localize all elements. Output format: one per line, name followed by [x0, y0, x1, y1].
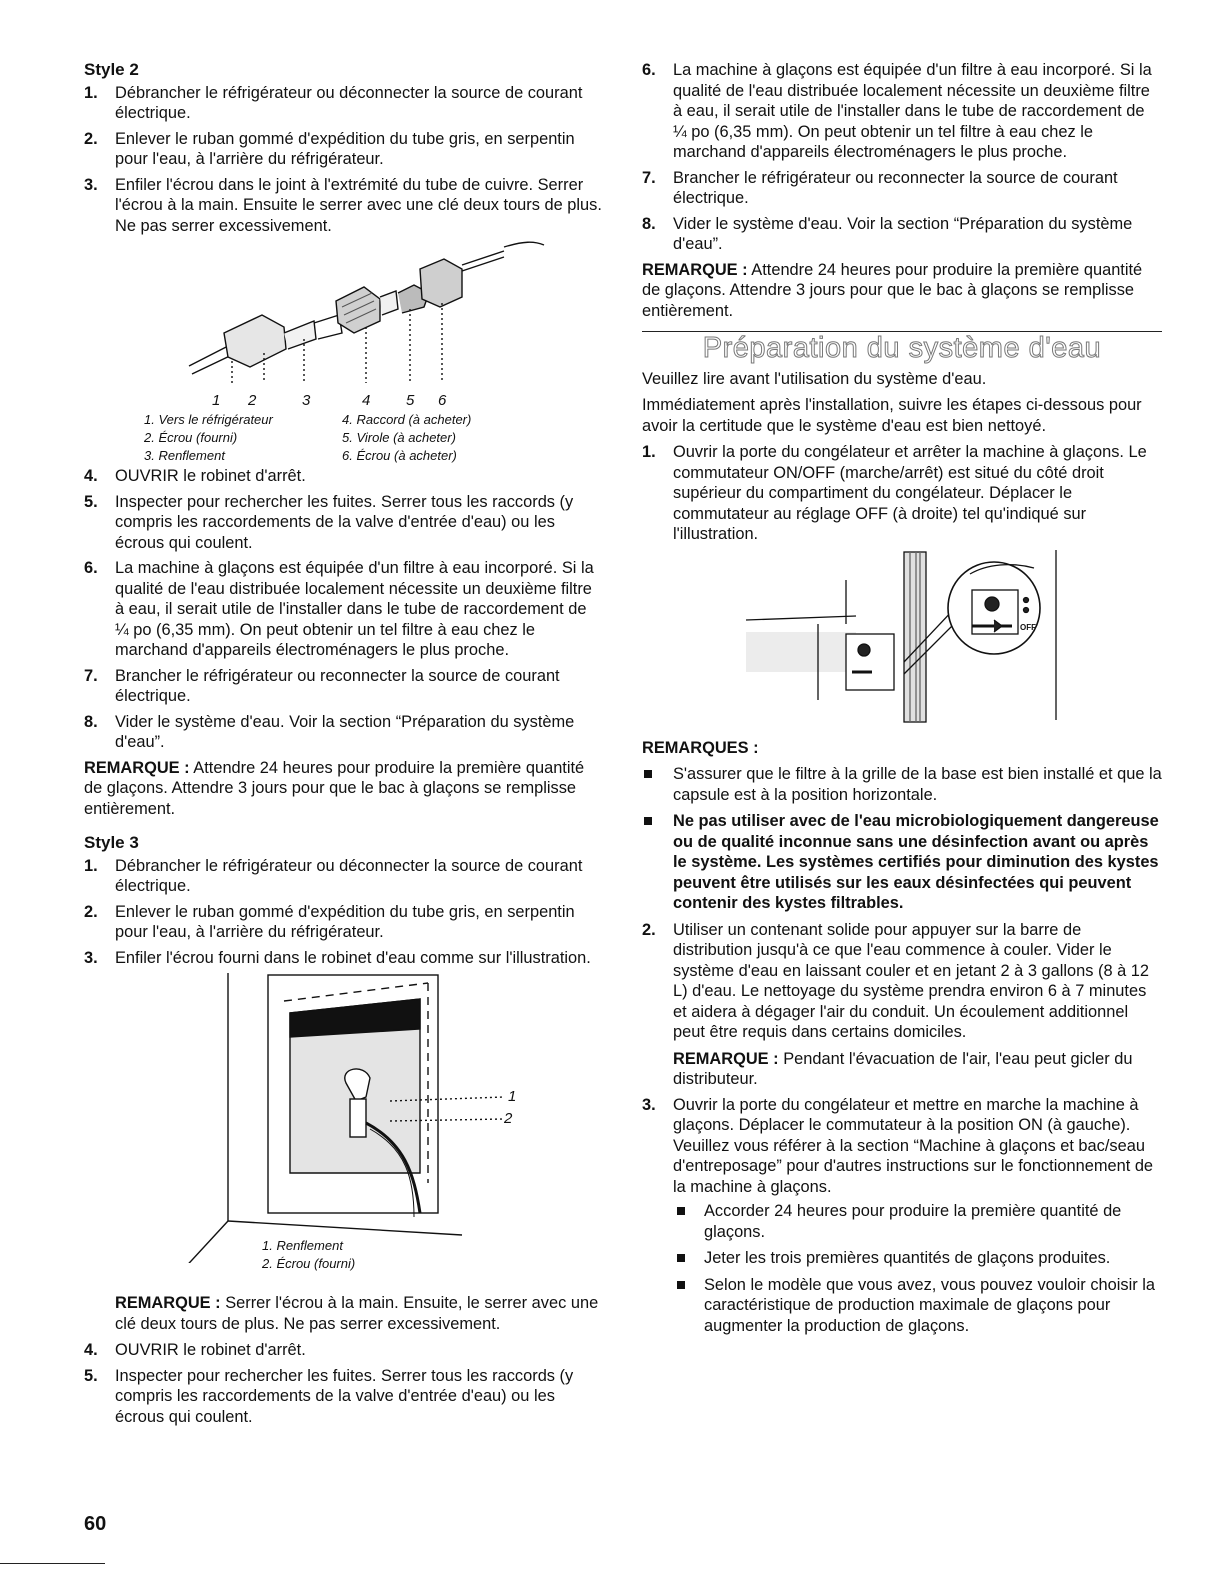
- step-number: 4.: [84, 1341, 98, 1359]
- list-item: S'assurer que le filtre à la grille de la base est bien installé et que la capsule est à la position horizontale.: [642, 764, 1162, 805]
- step-text: Inspecter pour rechercher les fuites. Serrer tous les raccords (y compris les raccordements de la valve d'entrée d'eau) ou les écrous qui coulent.: [115, 492, 574, 552]
- step-number: 7.: [642, 168, 656, 187]
- callout-number: 2: [504, 1110, 513, 1127]
- step-number: 8.: [642, 214, 656, 233]
- step-number: 4.: [84, 467, 98, 485]
- note-text: Attendre 24 heures pour produire la première quantité de glaçons. Attendre 3 jours pour que le bac à glaçons se remplisse entièrement.: [642, 260, 1143, 320]
- list-item: [84, 1366, 604, 1428]
- cleaning-step-1: [642, 442, 1162, 545]
- style3-heading: Style 3: [84, 833, 139, 852]
- list-item: Selon le modèle que vous avez, vous pouvez vouloir choisir la caractéristique de production maximale de glaçons pour augmenter la production de glaçons.: [673, 1275, 1162, 1337]
- remarques-heading: REMARQUES :: [642, 738, 759, 757]
- list-item: Jeter les trois premières quantités de glaçons produites.: [673, 1248, 1162, 1269]
- step-number: 1.: [84, 856, 98, 875]
- step-note: [673, 1049, 1162, 1090]
- step-text: Ouvrir la porte du congélateur et mettre en marche la machine à glaçons. Déplacer le commutateur à la position ON (à gauche). Veuillez vous référer à la section “Machine à glaçons et bac/seau d'entreposage” pour d'autres instructions sur le fonctionnement de la machine à glaçons.: [673, 1095, 1154, 1196]
- step3-bullets: [673, 1201, 1162, 1336]
- list-item: [642, 1095, 1162, 1337]
- step-number: 3.: [642, 1095, 656, 1114]
- step-text: La machine à glaçons est équipée d'un filtre à eau incorporé. Si la qualité de l'eau distribuée localement nécessite un deuxième filtre à eau, il serait utile de l'installer dans le tube de raccordement de ¼ po (6,35 mm). On peut obtenir un tel filtre à eau chez le marchand d'appareils électroménagers le plus proche.: [115, 559, 594, 659]
- callout-number: 2: [248, 392, 257, 409]
- style3-steps-continued: [84, 1340, 604, 1427]
- valve-drawing: [84, 973, 604, 1263]
- style2-heading: Style 2: [84, 60, 139, 79]
- switch-illustration: [642, 550, 1162, 732]
- step-text: Débrancher le réfrigérateur ou déconnecter la source de courant électrique.: [115, 83, 583, 122]
- list-item: [84, 856, 604, 897]
- switch-off-label: OFF: [1020, 622, 1036, 632]
- callout-number: 1: [508, 1088, 517, 1105]
- style2-steps-continued: [84, 466, 604, 753]
- list-item: [642, 168, 1162, 209]
- step-number: 1.: [84, 83, 98, 102]
- list-item: [84, 129, 604, 170]
- step-text: Inspecter pour rechercher les fuites. Serrer tous les raccords (y compris les raccordements de la valve d'entrée d'eau) ou les écrous qui coulent.: [115, 1366, 574, 1426]
- list-item: [84, 902, 604, 943]
- step-text: Brancher le réfrigérateur ou reconnecter la source de courant électrique.: [673, 168, 1118, 207]
- list-item: [84, 558, 604, 661]
- note-text: Serrer l'écrou à la main. Ensuite, le serrer avec une clé deux tours de plus. Ne pas serrer excessivement.: [115, 1294, 599, 1333]
- note-label: REMARQUE :: [84, 758, 190, 777]
- step-number: 2.: [84, 129, 98, 148]
- step-text: La machine à glaçons est équipée d'un filtre à eau incorporé. Si la qualité de l'eau distribuée localement nécessite un deuxième filtre à eau, il serait utile de l'installer dans le tube de raccordement de ¼ po (6,35 mm). On peut obtenir un tel filtre à eau chez le marchand d'appareils électroménagers le plus proche.: [673, 61, 1152, 161]
- list-item: Ne pas utiliser avec de l'eau microbiologiquement dangereuse ou de qualité inconnue sans une désinfection avant ou après le système. Les systèmes certifiés pour diminution des kystes peuvent être utilisés sur les eaux désinfectées qui peuvent contenir des kystes filtrables.: [642, 811, 1162, 914]
- fitting-drawing: [84, 241, 604, 391]
- list-item: [84, 666, 604, 707]
- caption-line: 1. Vers le réfrigérateur: [144, 412, 273, 427]
- fitting-captions-left: [144, 411, 273, 465]
- style2-steps: [84, 83, 604, 237]
- caption-line: 4. Raccord (à acheter): [342, 412, 472, 427]
- note-paragraph: [642, 260, 1162, 322]
- cleaning-step-2: [642, 920, 1162, 1337]
- step-number: 6.: [84, 559, 98, 577]
- step-text: Enlever le ruban gommé d'expédition du tube gris, en serpentin pour l'eau, à l'arrière du réfrigérateur.: [115, 902, 575, 941]
- step-text: Brancher le réfrigérateur ou reconnecter la source de courant électrique.: [115, 666, 560, 705]
- caption-line: 1. Renflement: [262, 1238, 343, 1253]
- callout-number: 5: [406, 392, 415, 409]
- page-number: 60: [84, 1513, 107, 1535]
- callout-number: 1: [212, 392, 221, 409]
- right-column: [642, 60, 1162, 1342]
- step-text: OUVRIR le robinet d'arrêt.: [115, 1341, 306, 1359]
- step-text: Ouvrir la porte du congélateur et arrêter la machine à glaçons. Le commutateur ON/OFF (marche/arrêt) est situé du côté droit supérieur du compartiment du congélateur. Déplacer le commutateur au réglage OFF (à droite) tel qu'indiqué sur l'illustration.: [673, 443, 1147, 543]
- step-number: 2.: [642, 920, 656, 939]
- step-number: 5.: [84, 492, 98, 511]
- step-text: Vider le système d'eau. Voir la section “Préparation du système d'eau”.: [115, 712, 575, 751]
- step-text: Enfiler l'écrou dans le joint à l'extrémité du tube de cuivre. Serrer l'écrou à la main. Ensuite le serrer avec une clé deux tours de plus. Ne pas serrer excessivement.: [115, 175, 602, 235]
- step-number: 7.: [84, 666, 98, 685]
- valve-captions: [262, 1237, 355, 1273]
- bottom-rule: [0, 1563, 105, 1564]
- step-number: 5.: [84, 1366, 98, 1385]
- section-title: Préparation du système d'eau: [702, 332, 1102, 364]
- step-number: 6.: [642, 61, 656, 79]
- step-text: Débrancher le réfrigérateur ou déconnecter la source de courant électrique.: [115, 856, 583, 895]
- list-item: [642, 920, 1162, 1090]
- list-item: [642, 442, 1162, 545]
- list-item: [84, 175, 604, 237]
- remarques-list: [642, 764, 1162, 914]
- list-item: [642, 60, 1162, 163]
- step-text: Enfiler l'écrou fourni dans le robinet d'eau comme sur l'illustration.: [115, 948, 591, 967]
- note-label: REMARQUE :: [673, 1049, 779, 1068]
- intro-paragraph: Immédiatement après l'installation, suivre les étapes ci-dessous pour avoir la certitude que le système d'eau est bien nettoyé.: [642, 396, 1142, 435]
- step-number: 3.: [84, 948, 98, 967]
- valve-illustration: [84, 973, 604, 1293]
- callout-number: 4: [362, 392, 371, 409]
- list-item: [84, 948, 604, 969]
- callout-number: 6: [438, 392, 447, 409]
- left-column: [84, 60, 604, 1432]
- list-item: [84, 1340, 604, 1361]
- step-text: Enlever le ruban gommé d'expédition du tube gris, en serpentin pour l'eau, à l'arrière du réfrigérateur.: [115, 129, 575, 168]
- step-text: Vider le système d'eau. Voir la section “Préparation du système d'eau”.: [673, 214, 1133, 253]
- list-item: [642, 214, 1162, 255]
- step-text: OUVRIR le robinet d'arrêt.: [115, 467, 306, 485]
- callout-number: 3: [302, 392, 311, 409]
- step-number: 8.: [84, 712, 98, 731]
- list-item: [84, 466, 604, 487]
- note-paragraph: [84, 758, 604, 820]
- list-item: Accorder 24 heures pour produire la première quantité de glaçons.: [673, 1201, 1162, 1242]
- note-text: Pendant l'évacuation de l'air, l'eau peut gicler du distributeur.: [673, 1049, 1133, 1088]
- list-item: [84, 83, 604, 124]
- style3-steps: [84, 856, 604, 969]
- intro-paragraph: Veuillez lire avant l'utilisation du système d'eau.: [642, 369, 987, 388]
- note-label: REMARQUE :: [115, 1294, 221, 1312]
- fitting-illustration: [84, 241, 604, 466]
- note-label: REMARQUE :: [642, 260, 748, 279]
- note-text: Attendre 24 heures pour produire la première quantité de glaçons. Attendre 3 jours pour que le bac à glaçons se remplisse entièrement.: [84, 758, 585, 818]
- fitting-captions-right: [342, 411, 471, 465]
- steps-top: [642, 60, 1162, 255]
- step-number: 2.: [84, 902, 98, 921]
- list-item: [84, 492, 604, 554]
- caption-line: 2. Écrou (fourni): [144, 430, 238, 445]
- step-number: 3.: [84, 175, 98, 194]
- caption-line: 3. Renflement: [144, 448, 225, 463]
- caption-line: 6. Écrou (à acheter): [342, 448, 457, 463]
- list-item: [84, 712, 604, 753]
- note-paragraph: [84, 1293, 604, 1334]
- step-number: 1.: [642, 443, 656, 461]
- switch-drawing: [642, 550, 1162, 728]
- caption-line: 5. Virole (à acheter): [342, 430, 456, 445]
- step-text: Utiliser un contenant solide pour appuyer sur la barre de distribution jusqu'à ce que l'eau commence à couler. Vider le système d'eau en laissant couler et en jetant 2 à 3 gallons (8 à 12 L) d'eau. Le nettoyage du système prendra environ 6 à 7 minutes et aidera à dégager l'air du conduit. Un écoulement additionnel peut être requis dans certains domiciles.: [673, 920, 1150, 1041]
- caption-line: 2. Écrou (fourni): [262, 1256, 356, 1271]
